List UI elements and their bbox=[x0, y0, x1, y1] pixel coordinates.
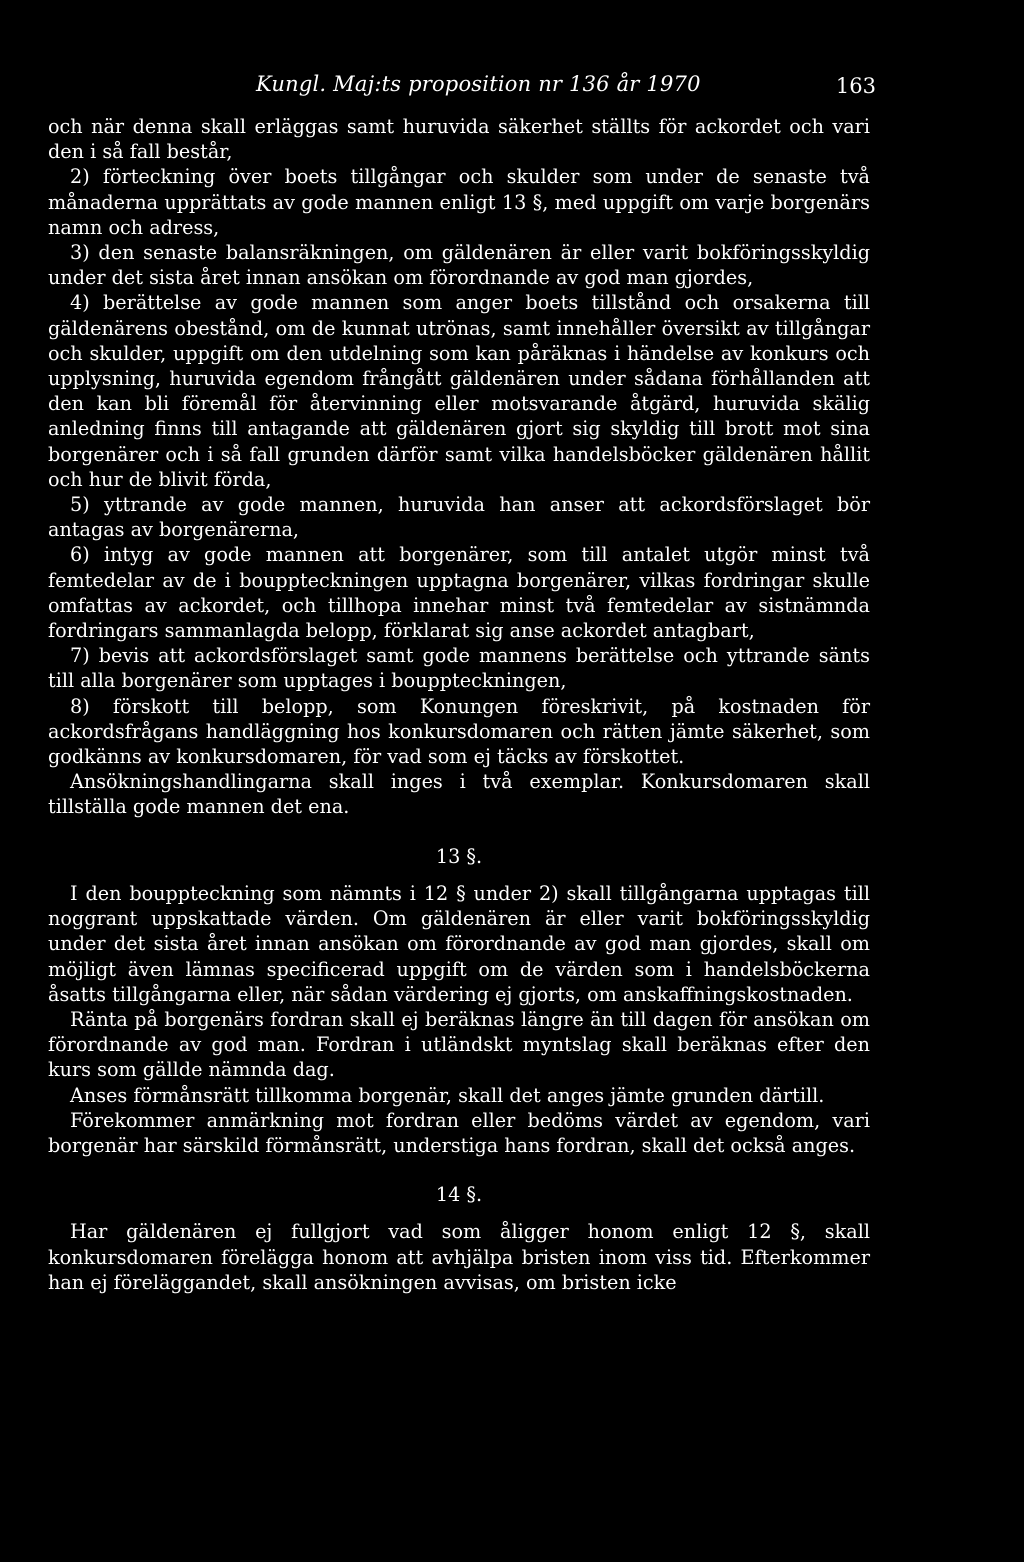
section-13-paragraph: I den bouppteckning som nämnts i 12 § under 2) skall tillgångarna upptagas till noggrant uppskattade värden. Om gäldenären är eller varit bokföringsskyldig under det sista året innan ansökan om förordnande av god man gjordes, skall om möjligt även lämnas specificerad uppgift om de värden som i handelsböckerna åsatts tillgångarna eller, när sådan värdering ej gjorts, om anskaffningskostnaden. bbox=[48, 881, 870, 1006]
closing-paragraph: Ansökningshandlingarna skall inges i två exemplar. Konkursdomaren skall tillställa gode mannen det ena. bbox=[48, 770, 870, 819]
running-title: Kungl. Maj:ts proposition nr 136 år 1970 bbox=[256, 72, 701, 96]
list-item-4: 4) berättelse av gode mannen som anger boets tillstånd och orsakerna till gäldenärens obestånd, om de kunnat utrönas, samt innehåller översikt av tillgångar och skulder, uppgift om den utdelning som kan påräknas i händelse av konkurs och upplysning, huruvida egendom frångått gäldenären under sådana förhållanden att den kan bli föremål för återvinning eller motsvarande åtgärd, huruvida skälig anledning finns till antagande att gäldenären gjort sig skyldig till brott mot sina borgenärer och i så fall grunden därför samt vilka handelsböcker gäldenären hållit och hur de blivit förda, bbox=[48, 291, 870, 491]
intro-paragraph: och när denna skall erläggas samt huruvida säkerhet ställts för ackordet och vari den i så fall består, bbox=[48, 115, 870, 164]
list-item-5: 5) yttrande av gode mannen, huruvida han anser att ackordsförslaget bör antagas av borgenärerna, bbox=[48, 493, 870, 542]
list-item-3: 3) den senaste balansräkningen, om gäldenären är eller varit bokföringsskyldig under det sista året innan ansökan om förordnande av god man gjordes, bbox=[48, 241, 870, 290]
section-heading-13: 13 §. bbox=[435, 844, 483, 868]
list-item-6: 6) intyg av gode mannen att borgenärer, som till antalet utgör minst två femtedelar av de i bouppteckningen upptagna borgenärer, vilkas fordringar skulle omfattas av ackordet, och tillhopa innehar minst två femtedelar av sistnämnda fordringars sammanlagda belopp, förklarat sig anse ackordet antagbart, bbox=[48, 543, 870, 643]
section-13-paragraph: Förekommer anmärkning mot fordran eller bedöms värdet av egendom, vari borgenär har särskild förmånsrätt, understiga hans fordran, skall det också anges. bbox=[48, 1108, 870, 1157]
list-item-8: 8) förskott till belopp, som Konungen föreskrivit, på kostnaden för ackordsfrågans handläggning hos konkursdomaren och rätten jämte säkerhet, som godkänns av konkursdomaren, för vad som ej täcks av förskottet. bbox=[48, 694, 870, 769]
section-14-paragraph: Har gäldenären ej fullgjort vad som åligger honom enligt 12 §, skall konkursdomaren förelägga honom att avhjälpa bristen inom viss tid. Efterkommer han ej föreläggandet, skall ansökningen avvisas, om bristen icke bbox=[48, 1220, 870, 1294]
section-13-paragraph: Anses förmånsrätt tillkomma borgenär, skall det anges jämte grunden därtill. bbox=[70, 1083, 825, 1107]
body-text bbox=[48, 114, 870, 1295]
list-item-7: 7) bevis att ackordsförslaget samt gode mannens berättelse och yttrande sänts till alla borgenärer som upptages i bouppteckningen, bbox=[48, 644, 870, 693]
list-item-2: 2) förteckning över boets tillgångar och skulder som under de senaste två månaderna upprättats av gode mannen enligt 13 §, med uppgift om varje borgenärs namn och adress, bbox=[48, 165, 870, 239]
running-head bbox=[48, 72, 876, 102]
section-heading-14: 14 §. bbox=[435, 1183, 483, 1207]
section-13-paragraph: Ränta på borgenärs fordran skall ej beräknas längre än till dagen för ansökan om förordnande av god man. Fordran i utländskt myntslag skall beräknas efter den kurs som gällde nämnda dag. bbox=[48, 1007, 870, 1082]
page-number: 163 bbox=[835, 74, 876, 98]
